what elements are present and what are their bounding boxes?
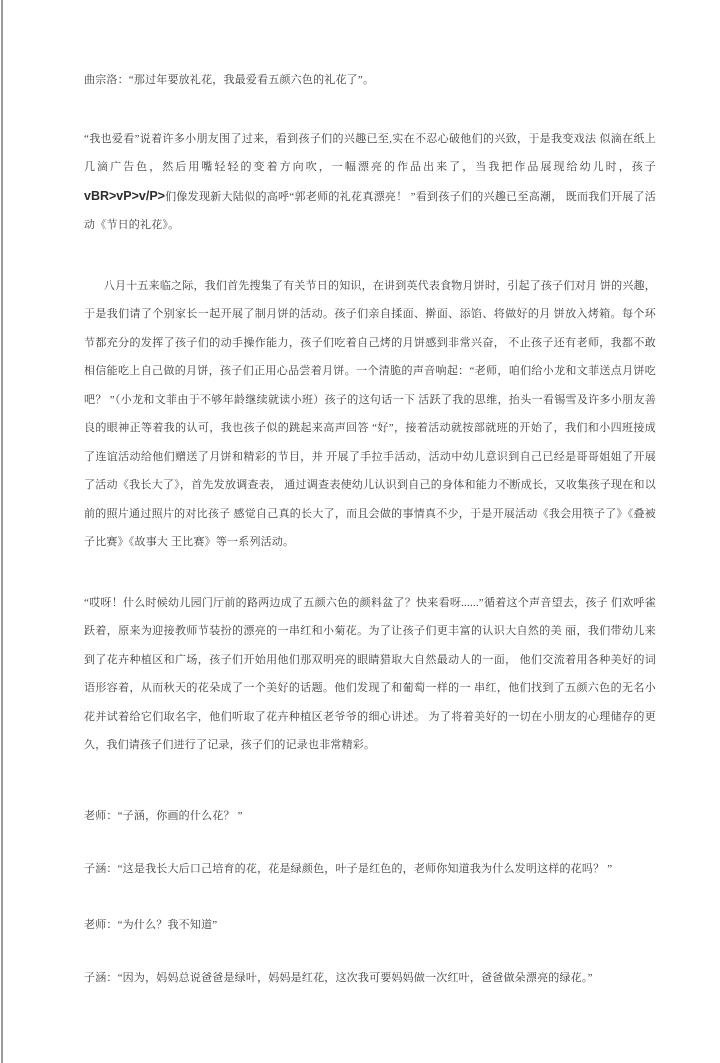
paragraph-fireworks-text-1: “我也爱看”说着许多小朋友围了过来，看到孩子们的兴趣已至,实在不忍心破他们的兴致，于是我变戏法 似滴在纸上几滴广告色，然后用嘴轻轻的变着方向吹，一幅漂亮的作品出来了，当我把作品展现给幼儿时，孩子 <box>84 132 656 173</box>
paragraph-mooncake-activity: 八月十五来临之际，我们首先搜集了有关节日的知识，在讲到英代表食物月饼时，引起了孩子们对月 饼的兴趣，于是我们请了个别家长一起开展了制月饼的活动。孩子们亲自揉面、擀面、添馅、将做好的月 饼放入烤箱。每个环节都充分的发挥了孩子们的动手操作能力，孩子们吃着自己烤的月饼感到非常兴奋， 不止孩子还有老师，我都不敢相信能吃上自己做的月饼，孩子们正用心品尝着月饼。一个清脆的声音响起：“老师，咱们给小龙和文菲送点月饼吃吧？ ”（小龙和文菲由于不够年龄继续就读小班）孩子的这句话一下 活跃了我的思维，抬头一看锡雪及许多小朋友善良的眼神正等着我的认可，我也孩子似的跳起来高声回答 “好”，接着活动就按部就班的开始了，我们和小四班接成了连谊活动给他们赠送了月饼和精彩的节目，并 开展了手拉手活动，活动中幼儿意识到自己已经是哥哥姐姐了开展了活动《我长大了》，首先发放调查表， 通过调查表使幼儿认识到自己的身体和能力不断成长，又收集孩子现在和以前的照片通过照片的对比孩子 感觉自己真的长大了，而且会做的事情真不少，于是开展活动《我会用筷子了》《叠被子比赛》《故事大 王比赛》等一系列活动。 <box>84 279 656 548</box>
paragraph-flowers-activity: “哎呀！什么时候幼儿园门厅前的路两边成了五颜六色的颜料盆了？快来看呀......”循着这个声音望去，孩子 们欢呼雀跃着，原来为迎接教师节装扮的漂亮的一串红和小菊花。为了让孩子们更丰富的认识大自然的美 丽，我们带幼儿来到了花卉种植区和广场，孩子们开始用他们那双明亮的眼睛猎取大自然最动人的一面， 他们交流着用各种美好的词语形容着，从而秋天的花朵成了一个美好的话题。他们发现了和葡萄一样的一 串红，他们找到了五颜六色的无名小花并试着给它们取名字，他们听取了花卉种植区老爷爷的细心讲述。 为了将着美好的一切在小朋友的心理储存的更久，我们请孩子们进行了记录，孩子们的记录也非常精彩。 <box>84 596 656 751</box>
html-artifact-code: vBR>vP>v/P> <box>84 188 165 203</box>
paragraph-fireworks-text-2: 们像发现新大陆似的高呼“郭老师的礼花真漂亮！ ”看到孩子们的兴趣已至高潮， 既而我们开展了活动《节日的礼花》。 <box>84 190 656 231</box>
paragraph-fireworks-activity <box>84 125 656 240</box>
dialogue-zihan-answer-2: 子涵：“因为，妈妈总说爸爸是绿叶，妈妈是红花，这次我可要妈妈做一次红叶，爸爸做朵漂亮的绿花。” <box>84 972 593 984</box>
dialogue-zihan-answer-1: 子涵：“这是我长大后口己培育的花，花是绿颜色，叶子是红色的，老师你知道我为什么发明这样的花吗？ ” <box>84 863 613 875</box>
dialogue-teacher-question-2: 老师：“为什么？我不知道” <box>84 918 218 931</box>
document-body <box>84 66 656 993</box>
page-left-border <box>1 0 3 1063</box>
paragraph-quote-quzongluo: 曲宗洛：“那过年要放礼花，我最爱看五颜六色的礼花了”。 <box>84 74 375 86</box>
dialogue-teacher-question-1: 老师：“子涵，你画的什么花？ ” <box>84 809 243 822</box>
